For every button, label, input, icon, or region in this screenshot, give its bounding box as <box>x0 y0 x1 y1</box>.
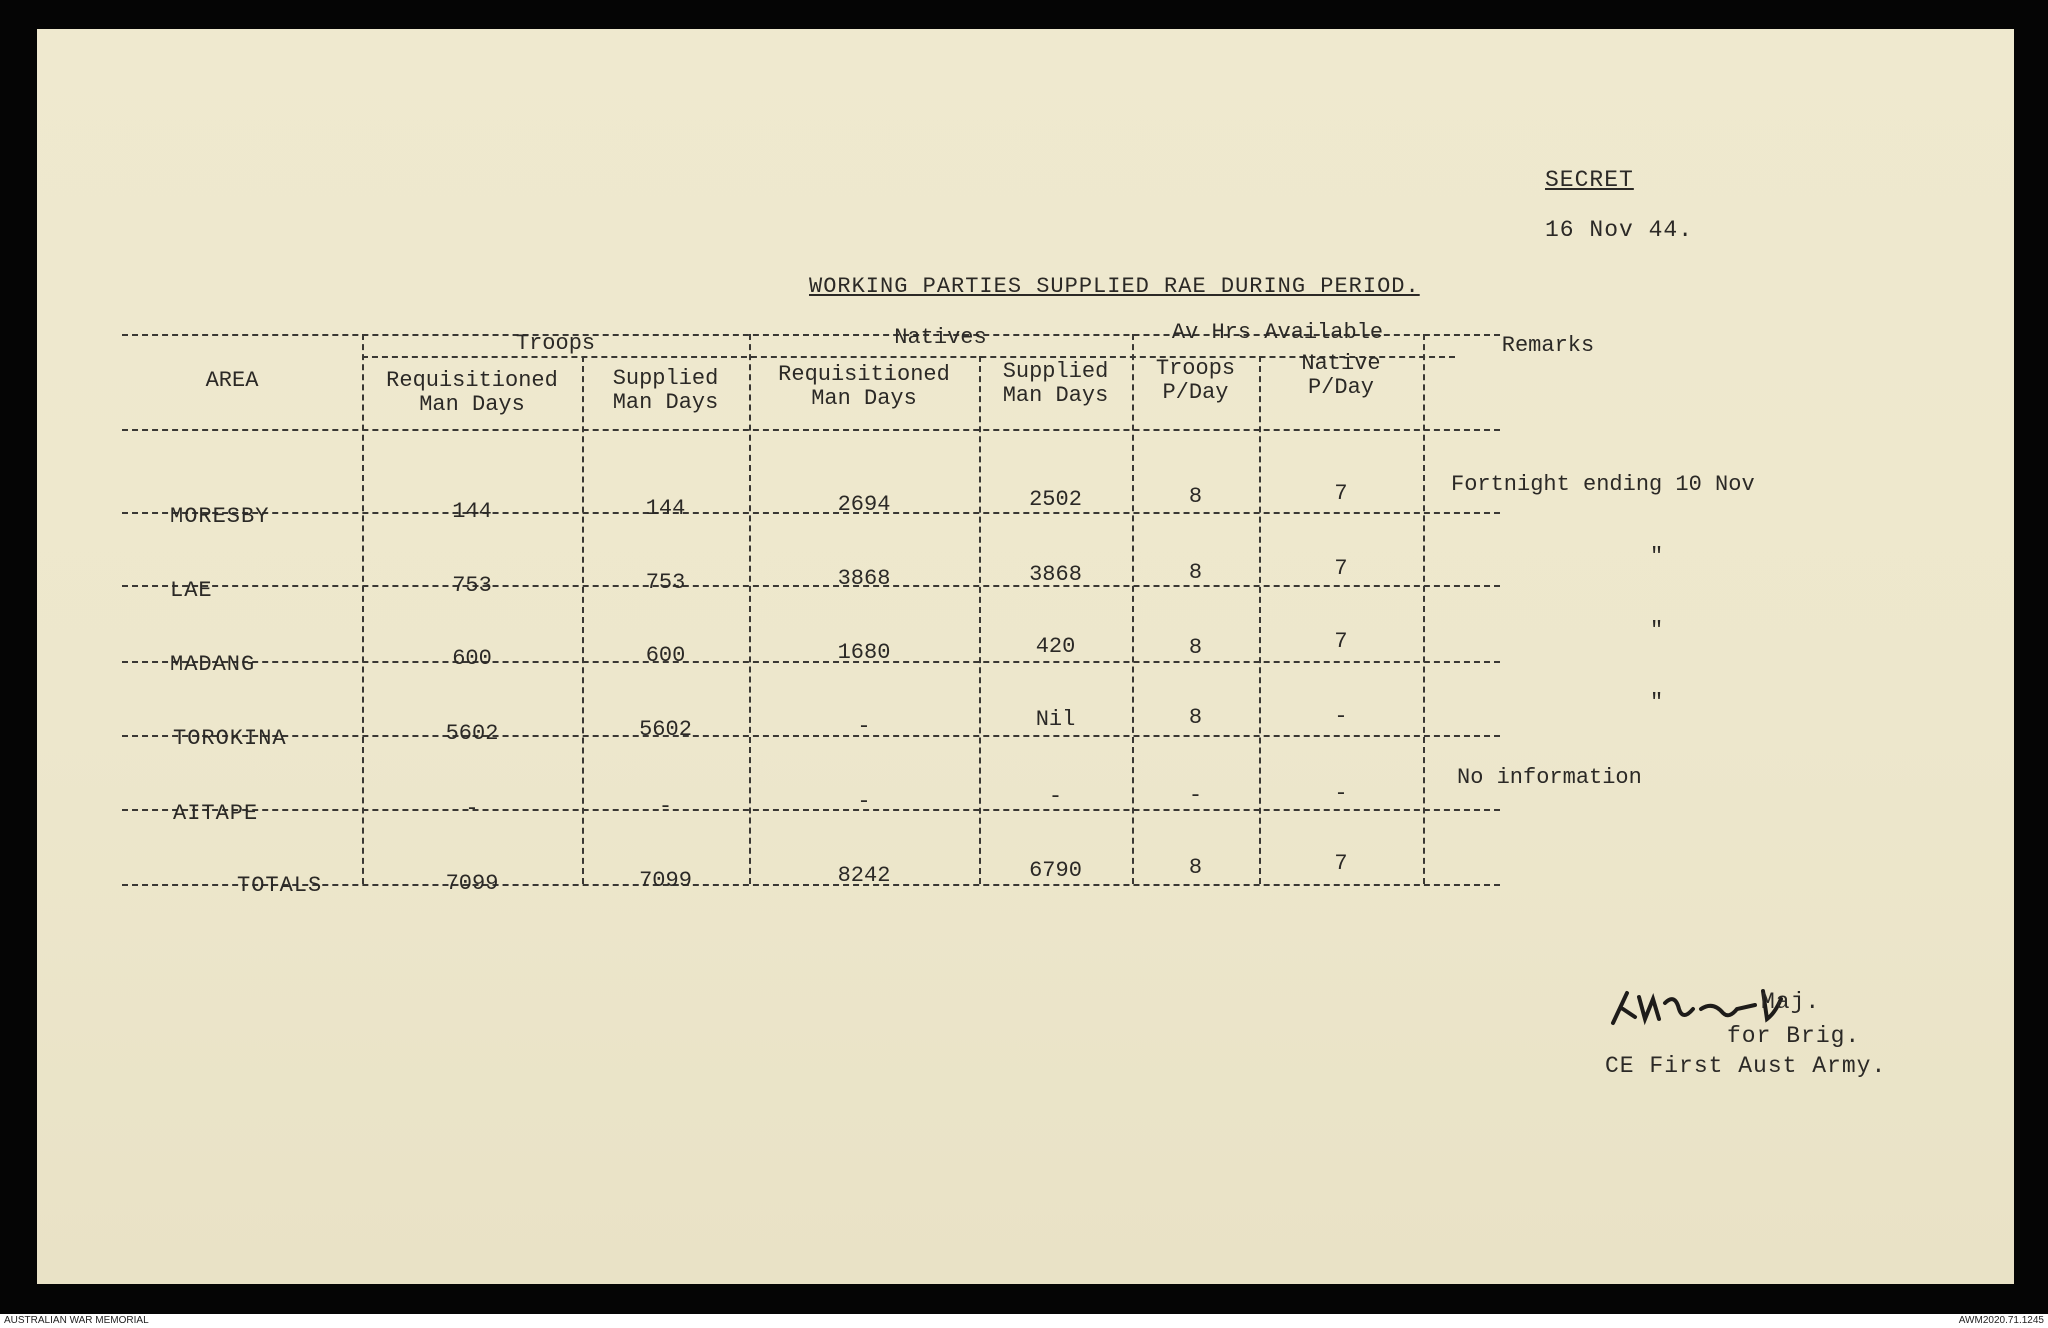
table-cell: 7 <box>1334 556 1348 581</box>
table-cell: 7 <box>1334 629 1348 654</box>
table-cell: 144 <box>645 496 686 521</box>
table-cell: - <box>1188 783 1203 808</box>
hours-group-header: Av Hrs Available <box>1171 320 1384 345</box>
table-cell: 600 <box>452 646 492 671</box>
table-col-rule <box>1423 334 1425 884</box>
document-date: 16 Nov 44. <box>1545 217 1694 243</box>
row-area-label: LAE <box>170 578 213 603</box>
table-cell: Nil <box>1035 707 1076 732</box>
totals-cell: 7099 <box>445 871 499 896</box>
archive-reference: AWM2020.71.1245 <box>1958 1315 2044 1326</box>
table-cell: 3868 <box>837 566 891 591</box>
classification-label: SECRET <box>1545 167 1634 193</box>
area-header: AREA <box>205 368 259 393</box>
totals-cell: 6790 <box>1029 858 1082 883</box>
native-hours-header: Native P/Day <box>1301 351 1381 400</box>
signature-for-line: for Brig. <box>1727 1023 1861 1049</box>
table-cell: 3868 <box>1029 562 1082 587</box>
row-area-label: MORESBY <box>170 504 270 529</box>
document-page <box>37 29 2014 1284</box>
totals-cell: 8 <box>1188 855 1203 880</box>
row-remark: No information <box>1457 765 1642 790</box>
table-cell: - <box>465 796 479 821</box>
archive-footer <box>0 1314 2048 1328</box>
totals-label: TOTALS <box>237 873 323 898</box>
signature-unit-line: CE First Aust Army. <box>1605 1053 1887 1079</box>
table-cell: 8 <box>1188 484 1203 509</box>
table-cell: 420 <box>1035 634 1076 659</box>
table-cell: - <box>1334 704 1348 729</box>
row-area-label: MADANG <box>170 652 256 677</box>
natives-supplied-header: Supplied Man Days <box>1002 359 1109 408</box>
table-cell: 753 <box>645 570 686 595</box>
table-cell: - <box>857 789 871 814</box>
troops-hours-header: Troops P/Day <box>1155 356 1236 405</box>
archive-name: AUSTRALIAN WAR MEMORIAL <box>4 1315 149 1326</box>
table-cell: 8 <box>1188 560 1203 585</box>
row-remark: Fortnight ending 10 Nov <box>1451 472 1755 497</box>
remarks-header: Remarks <box>1501 333 1595 358</box>
table-cell: 753 <box>452 573 492 598</box>
table-cell: 7 <box>1334 481 1348 506</box>
table-cell: - <box>1048 784 1063 809</box>
signature-rank: Maj. <box>1761 989 1821 1015</box>
table-cell: 600 <box>645 643 686 668</box>
table-cell: 5602 <box>639 717 692 742</box>
row-remark-ditto: " <box>1650 618 1664 643</box>
troops-supplied-header: Supplied Man Days <box>612 366 719 415</box>
table-cell: 2694 <box>837 492 891 517</box>
troops-group-header: Troops <box>515 331 596 356</box>
row-remark-ditto: " <box>1650 690 1664 715</box>
row-area-label: TOROKINA <box>173 726 287 751</box>
table-cell: 1680 <box>837 640 891 665</box>
document-title: WORKING PARTIES SUPPLIED RAE DURING PERIOD. <box>809 274 1420 299</box>
row-remark-ditto: " <box>1650 544 1664 569</box>
table-cell: 5602 <box>445 721 499 746</box>
table-cell: - <box>658 794 673 819</box>
troops-requisitioned-header: Requisitioned Man Days <box>386 368 558 417</box>
totals-cell: 8242 <box>837 863 891 888</box>
table-cell: 8 <box>1188 705 1203 730</box>
natives-group-header: Natives <box>894 325 987 350</box>
table-cell: 8 <box>1188 635 1203 660</box>
totals-cell: 7 <box>1334 851 1348 876</box>
table-cell: 144 <box>452 499 492 524</box>
table-cell: - <box>857 714 871 739</box>
table-cell: 2502 <box>1029 487 1082 512</box>
table-rule-header <box>122 429 1500 431</box>
natives-requisitioned-header: Requisitioned Man Days <box>778 362 950 411</box>
totals-cell: 7099 <box>639 868 692 893</box>
row-area-label: AITAPE <box>173 801 259 826</box>
table-cell: - <box>1334 781 1348 806</box>
